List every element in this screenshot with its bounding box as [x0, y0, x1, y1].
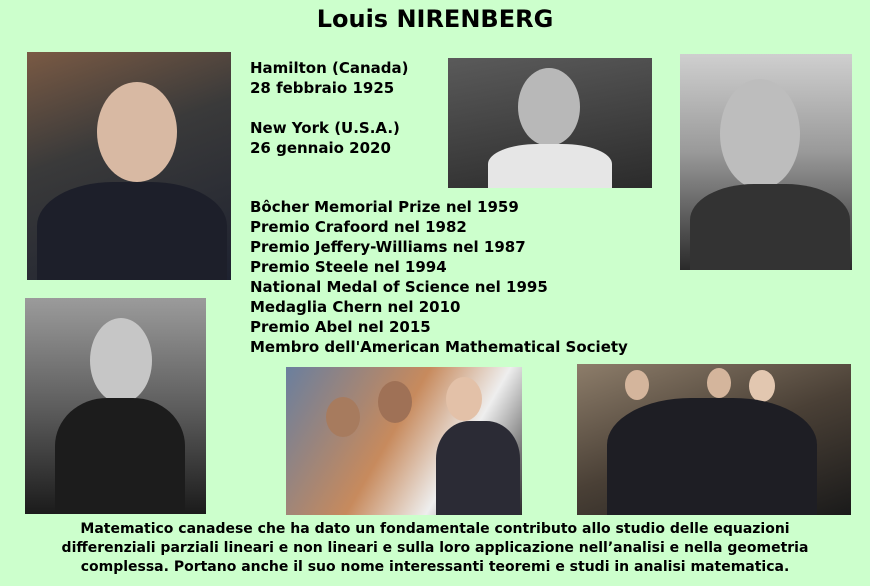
portrait-photo-young — [680, 54, 852, 270]
award-item: Premio Abel nel 2015 — [250, 318, 431, 336]
award-item: Membro dell'American Mathematical Society — [250, 338, 628, 356]
portrait-photo-elderly — [27, 52, 231, 280]
death-place: New York (U.S.A.) — [250, 119, 400, 137]
award-item: Premio Jeffery-Williams nel 1987 — [250, 238, 526, 256]
award-item: Bôcher Memorial Prize nel 1959 — [250, 198, 519, 216]
caption-line: Matematico canadese che ha dato un fondamentale contributo allo studio delle equazioni — [80, 521, 790, 537]
award-item: Premio Steele nel 1994 — [250, 258, 447, 276]
birth-date: 28 febbraio 1925 — [250, 79, 395, 97]
birth-info — [250, 58, 408, 98]
page-title: Louis NIRENBERG — [316, 5, 554, 33]
death-date: 26 gennaio 2020 — [250, 139, 391, 157]
caption-line: complessa. Portano anche il suo nome interessanti teoremi e studi in analisi matematica. — [80, 559, 790, 575]
biography-caption — [0, 520, 870, 577]
awards-list — [250, 197, 628, 357]
ceremony-group-photo — [577, 364, 851, 515]
death-info — [250, 118, 400, 158]
portrait-photo-lecture — [25, 298, 206, 514]
award-item: National Medal of Science nel 1995 — [250, 278, 548, 296]
award-item: Premio Crafoord nel 1982 — [250, 218, 467, 236]
birth-place: Hamilton (Canada) — [250, 59, 409, 77]
award-ceremony-photo — [286, 367, 522, 515]
caption-line: differenziali parziali lineari e non lineari e sulla loro applicazione nell’analisi e nella geometria — [61, 540, 809, 556]
portrait-photo-blackboard — [448, 58, 652, 188]
award-item: Medaglia Chern nel 2010 — [250, 298, 461, 316]
